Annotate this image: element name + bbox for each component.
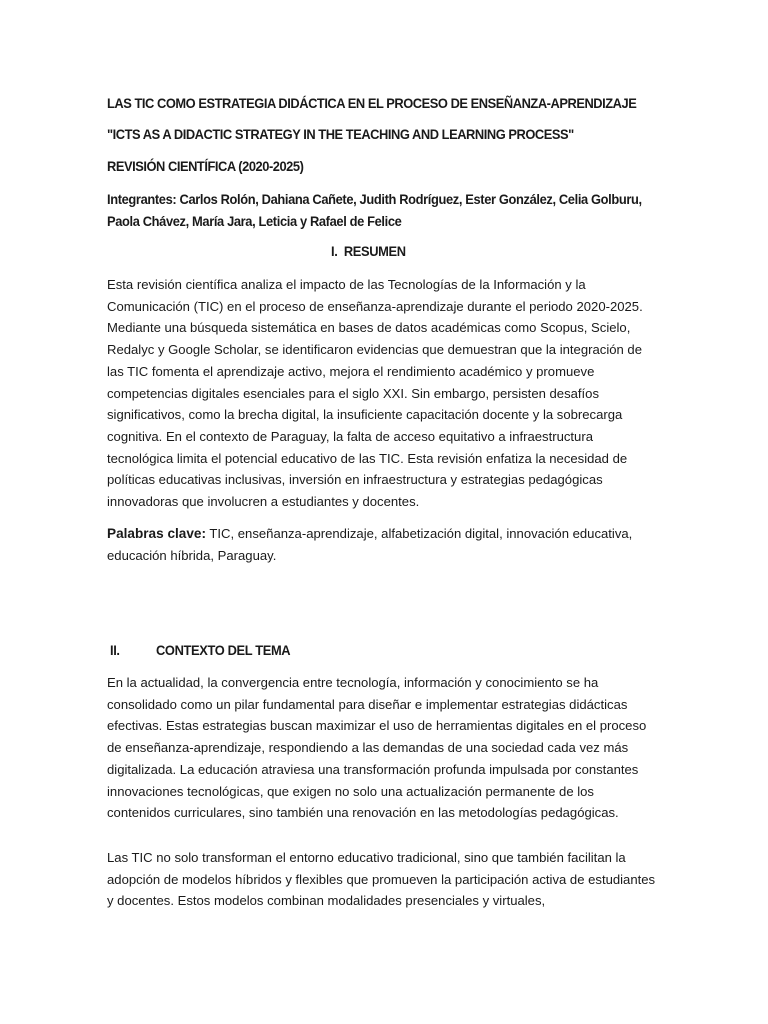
title-spanish: LAS TIC COMO ESTRATEGIA DIDÁCTICA EN EL PROCESO DE ENSEÑANZA-APRENDIZAJE	[107, 95, 637, 111]
section-title: CONTEXTO DEL TEMA	[156, 642, 291, 658]
keywords-list: TIC, enseñanza-aprendizaje, alfabetización digital, innovación educativa, educación híbrida, Paraguay.	[107, 526, 633, 563]
title-english: "ICTS AS A DIDACTIC STRATEGY IN THE TEACHING AND LEARNING PROCESS"	[107, 126, 574, 142]
keywords-paragraph	[107, 523, 659, 566]
section-heading-resumen	[331, 242, 406, 260]
context-paragraph-2: Las TIC no solo transforman el entorno educativo tradicional, sino que también facilitan la adopción de modelos híbridos y flexibles que promueven la participación activa de estudiantes y docentes. Estos modelos combinan modalidades presenciales y virtuales,	[107, 850, 656, 909]
context-paragraph-1: En la actualidad, la convergencia entre tecnología, información y conocimiento se ha consolidado como un pilar fundamental para diseñar e implementar estrategias didácticas efectivas. Estas estrategias buscan maximizar el uso de herramientas digitales en el proceso de enseñanza-aprendizaje, respondiendo a las demandas de una sociedad cada vez más digitalizada. La educación atraviesa una transformación profunda impulsada por constantes innovaciones tecnológicas, que exigen no solo una actualización permanente de los contenidos curriculares, sino también una renovación en las metodologías pedagógicas.	[107, 675, 647, 821]
section-number: I.	[331, 243, 338, 259]
section-number: II.	[110, 642, 120, 658]
authors-list: Integrantes: Carlos Rolón, Dahiana Cañete, Judith Rodríguez, Ester González, Celia Golburu, Paola Chávez, María Jara, Leticia y Rafael de Felice	[107, 191, 642, 229]
abstract-paragraph: Esta revisión científica analiza el impacto de las Tecnologías de la Información y la Comunicación (TIC) en el proceso de enseñanza-aprendizaje durante el periodo 2020-2025. Mediante una búsqueda sistemática en bases de datos académicas como Scopus, Scielo, Redalyc y Google Scholar, se identificaron evidencias que demuestran que la integración de las TIC fomenta el aprendizaje activo, mejora el rendimiento académico y promueve competencias digitales esenciales para el siglo XXI. Sin embargo, persisten desafíos significativos, como la brecha digital, la insuficiente capacitación docente y la sobrecarga cognitiva. En el contexto de Paraguay, la falta de acceso equitativo a infraestructura tecnológica limita el potencial educativo de las TIC. Esta revisión enfatiza la necesidad de políticas educativas inclusivas, inversión en infraestructura y estrategias pedagógicas innovadoras que involucren a estudiantes y docentes.	[107, 277, 643, 510]
section-heading-contexto	[110, 641, 290, 659]
section-title: RESUMEN	[343, 243, 406, 259]
keywords-label: Palabras clave:	[107, 526, 206, 541]
review-label: REVISIÓN CIENTÍFICA (2020-2025)	[107, 158, 304, 174]
